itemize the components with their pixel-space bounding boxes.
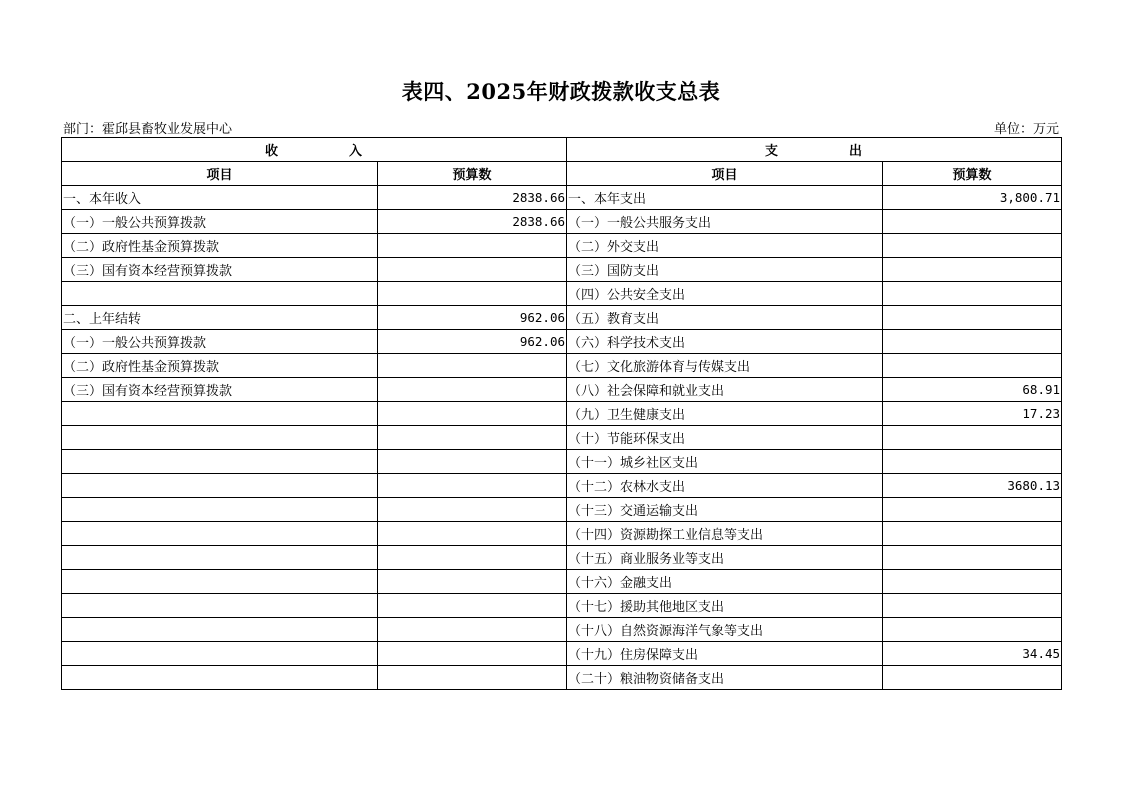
expense-amount-cell bbox=[883, 522, 1062, 546]
income-amount-cell bbox=[378, 258, 567, 282]
expense-amount-cell bbox=[883, 258, 1062, 282]
table-row bbox=[62, 354, 1062, 378]
column-header-row bbox=[62, 162, 1062, 186]
expense-amount-cell bbox=[883, 618, 1062, 642]
table-row bbox=[62, 426, 1062, 450]
income-amount-cell: 962.06 bbox=[378, 306, 567, 330]
expense-item-cell: （十八）自然资源海洋气象等支出 bbox=[567, 618, 883, 642]
table-row bbox=[62, 210, 1062, 234]
expense-amount-cell bbox=[883, 234, 1062, 258]
expense-item-cell: （三）国防支出 bbox=[567, 258, 883, 282]
expense-amount-cell bbox=[883, 426, 1062, 450]
table-row bbox=[62, 282, 1062, 306]
expense-item-cell: （一）一般公共服务支出 bbox=[567, 210, 883, 234]
table-row bbox=[62, 186, 1062, 210]
expense-amount-cell: 34.45 bbox=[883, 642, 1062, 666]
income-amount-cell bbox=[378, 282, 567, 306]
income-amount-cell bbox=[378, 426, 567, 450]
section-header-row bbox=[62, 138, 1062, 162]
expense-amount-cell bbox=[883, 450, 1062, 474]
expense-item-cell: 一、本年支出 bbox=[567, 186, 883, 210]
income-item-cell bbox=[62, 594, 378, 618]
department-label: 部门：霍邱县畜牧业发展中心 bbox=[63, 122, 233, 137]
income-amount-header: 预算数 bbox=[378, 162, 567, 186]
expense-item-cell: （十三）交通运输支出 bbox=[567, 498, 883, 522]
table-row bbox=[62, 474, 1062, 498]
expense-amount-cell: 3680.13 bbox=[883, 474, 1062, 498]
expense-amount-cell bbox=[883, 498, 1062, 522]
expense-item-cell: （十四）资源勘探工业信息等支出 bbox=[567, 522, 883, 546]
income-amount-cell bbox=[378, 666, 567, 690]
expense-item-cell: （十六）金融支出 bbox=[567, 570, 883, 594]
table-row bbox=[62, 546, 1062, 570]
expense-item-cell: （二十）粮油物资储备支出 bbox=[567, 666, 883, 690]
expense-amount-cell bbox=[883, 330, 1062, 354]
income-amount-cell bbox=[378, 354, 567, 378]
income-item-cell bbox=[62, 570, 378, 594]
table-row bbox=[62, 498, 1062, 522]
table-row bbox=[62, 378, 1062, 402]
table-row bbox=[62, 234, 1062, 258]
table-row bbox=[62, 258, 1062, 282]
table-row bbox=[62, 450, 1062, 474]
income-amount-cell bbox=[378, 642, 567, 666]
income-amount-cell bbox=[378, 546, 567, 570]
income-item-cell: （一）一般公共预算拨款 bbox=[62, 210, 378, 234]
income-item-header: 项目 bbox=[62, 162, 378, 186]
expense-amount-cell bbox=[883, 306, 1062, 330]
budget-table-body bbox=[62, 138, 1062, 690]
income-amount-cell bbox=[378, 378, 567, 402]
income-item-cell bbox=[62, 498, 378, 522]
table-row bbox=[62, 402, 1062, 426]
expense-item-cell: （九）卫生健康支出 bbox=[567, 402, 883, 426]
expense-item-cell: （十五）商业服务业等支出 bbox=[567, 546, 883, 570]
expense-item-cell: （十一）城乡社区支出 bbox=[567, 450, 883, 474]
income-item-cell bbox=[62, 474, 378, 498]
expense-item-cell: （八）社会保障和就业支出 bbox=[567, 378, 883, 402]
table-row bbox=[62, 522, 1062, 546]
expense-item-cell: （七）文化旅游体育与传媒支出 bbox=[567, 354, 883, 378]
table-row bbox=[62, 594, 1062, 618]
table-row bbox=[62, 330, 1062, 354]
income-amount-cell bbox=[378, 594, 567, 618]
expense-amount-cell bbox=[883, 666, 1062, 690]
income-item-cell: （三）国有资本经营预算拨款 bbox=[62, 258, 378, 282]
table-row bbox=[62, 570, 1062, 594]
document-title: 表四、2025年财政拨款收支总表 bbox=[401, 79, 721, 104]
income-item-cell bbox=[62, 546, 378, 570]
budget-table bbox=[61, 137, 1062, 690]
income-amount-cell bbox=[378, 618, 567, 642]
expense-section-header: 支 出 bbox=[567, 138, 1062, 162]
income-item-cell bbox=[62, 666, 378, 690]
table-row bbox=[62, 666, 1062, 690]
income-amount-cell bbox=[378, 234, 567, 258]
income-item-cell bbox=[62, 642, 378, 666]
table-row bbox=[62, 618, 1062, 642]
income-item-cell: （一）一般公共预算拨款 bbox=[62, 330, 378, 354]
expense-item-cell: （十九）住房保障支出 bbox=[567, 642, 883, 666]
expense-amount-header: 预算数 bbox=[883, 162, 1062, 186]
expense-amount-cell: 3,800.71 bbox=[883, 186, 1062, 210]
expense-item-cell: （六）科学技术支出 bbox=[567, 330, 883, 354]
income-item-cell: （二）政府性基金预算拨款 bbox=[62, 354, 378, 378]
expense-item-cell: （四）公共安全支出 bbox=[567, 282, 883, 306]
income-amount-cell bbox=[378, 402, 567, 426]
expense-item-cell: （十七）援助其他地区支出 bbox=[567, 594, 883, 618]
expense-amount-cell bbox=[883, 210, 1062, 234]
income-item-cell: （二）政府性基金预算拨款 bbox=[62, 234, 378, 258]
income-item-cell: 二、上年结转 bbox=[62, 306, 378, 330]
expense-amount-cell bbox=[883, 282, 1062, 306]
expense-amount-cell bbox=[883, 594, 1062, 618]
income-item-cell: （三）国有资本经营预算拨款 bbox=[62, 378, 378, 402]
income-section-header: 收 入 bbox=[62, 138, 567, 162]
expense-amount-cell: 68.91 bbox=[883, 378, 1062, 402]
income-amount-cell: 2838.66 bbox=[378, 186, 567, 210]
expense-amount-cell: 17.23 bbox=[883, 402, 1062, 426]
income-item-cell bbox=[62, 522, 378, 546]
income-item-cell bbox=[62, 402, 378, 426]
expense-item-cell: （十二）农林水支出 bbox=[567, 474, 883, 498]
income-item-cell bbox=[62, 282, 378, 306]
income-amount-cell bbox=[378, 498, 567, 522]
unit-label: 单位：万元 bbox=[993, 122, 1059, 137]
income-amount-cell bbox=[378, 450, 567, 474]
income-amount-cell bbox=[378, 570, 567, 594]
expense-item-cell: （二）外交支出 bbox=[567, 234, 883, 258]
expense-amount-cell bbox=[883, 354, 1062, 378]
income-amount-cell bbox=[378, 474, 567, 498]
income-item-cell bbox=[62, 450, 378, 474]
expense-item-cell: （十）节能环保支出 bbox=[567, 426, 883, 450]
income-amount-cell: 2838.66 bbox=[378, 210, 567, 234]
expense-item-header: 项目 bbox=[567, 162, 883, 186]
income-amount-cell bbox=[378, 522, 567, 546]
table-row bbox=[62, 306, 1062, 330]
expense-item-cell: （五）教育支出 bbox=[567, 306, 883, 330]
income-amount-cell: 962.06 bbox=[378, 330, 567, 354]
income-item-cell bbox=[62, 618, 378, 642]
expense-amount-cell bbox=[883, 570, 1062, 594]
income-item-cell bbox=[62, 426, 378, 450]
income-item-cell: 一、本年收入 bbox=[62, 186, 378, 210]
expense-amount-cell bbox=[883, 546, 1062, 570]
table-row bbox=[62, 642, 1062, 666]
